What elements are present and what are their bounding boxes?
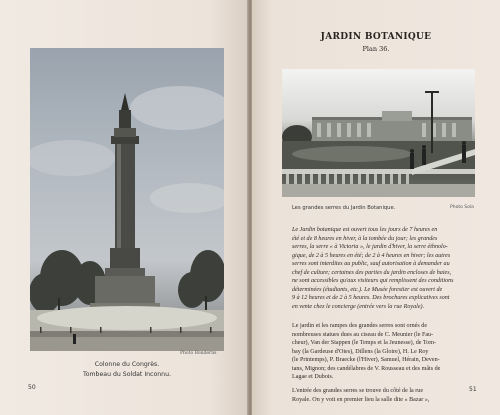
- text-line: serres sont interdites au public, sauf autorisation à demander au: [292, 261, 450, 268]
- text-line: en vente chez le concierge (entrée vers la rue Royale).: [292, 303, 425, 310]
- text-line: serres, la serre « à Victoria », le jardin d'hiver, la serre éthnolo-: [292, 244, 448, 251]
- left-page: [0, 0, 248, 415]
- text-line: gique, de 2 à 5 heures en été; de 2 à 4 heures en hiver; les autres: [292, 252, 451, 259]
- congress-column-illustration: [30, 48, 224, 351]
- opening-hours-paragraph: [282, 226, 476, 311]
- text-line: ne sont accessibles qu'aux visiteurs qui remplissent des conditions: [292, 278, 454, 285]
- text-line: L'entrée des grandes serres se trouve du côté de la rue: [292, 388, 424, 394]
- text-line: Lagae et Dubois.: [292, 374, 334, 381]
- left-caption-line1: Colonne du Congrès.: [94, 361, 160, 368]
- text-line: tans, Mignon; des candélabres de V. Rousseau et des mâts de: [292, 365, 441, 372]
- greenhouse-entrance-paragraph: [282, 387, 476, 404]
- right-page-number: 51: [469, 386, 477, 393]
- botanical-greenhouse-photo: [282, 69, 475, 197]
- text-line: Le jardin et les rampes des grandes serres sont ornés de: [292, 323, 428, 329]
- left-photo-credit: Photo Bonderns: [180, 351, 217, 356]
- text-line: Royale. On y voit en premier lieu la salle dite « Bazar »,: [292, 396, 430, 403]
- text-line: déterminées (étudiants, etc.). Le Musée forestier est ouvert de: [292, 286, 443, 293]
- statues-paragraph: [282, 322, 476, 382]
- text-line: (le Printemps), P. Braecke (l'Hiver), Samuel, Hérain, Deven-: [292, 357, 440, 364]
- right-page: [252, 0, 500, 415]
- text-line: Le Jardin botanique est ouvert tous les jours de 7 heures en: [292, 227, 438, 233]
- text-line: chef de culture; certaines des parties du jardin encloses de haies,: [292, 269, 452, 276]
- plan-reference: Plan 36.: [362, 45, 390, 53]
- left-page-number: 50: [28, 384, 36, 391]
- greenhouse-illustration: [282, 69, 475, 197]
- right-photo-caption: Les grandes serres du Jardin Botanique.: [292, 205, 396, 211]
- page-title: JARDIN BOTANIQUE: [320, 32, 432, 42]
- text-line: été et de 8 heures en hiver, à la tombée du jour; les grandes: [292, 235, 438, 242]
- left-caption-line2: Tombeau du Soldat Inconnu.: [83, 371, 171, 378]
- congress-column-photo: [30, 48, 224, 351]
- text-line: cheur), Van der Stappen (le Temps et la Jeunesse), de Tom-: [292, 340, 436, 347]
- text-line: 9 à 12 heures et de 2 à 5 heures. Des brochures explicatives sont: [292, 295, 450, 302]
- text-line: nombreuses statues dues au ciseau de C. Meunier (le Fau-: [292, 331, 434, 338]
- text-line: bay (la Gardeuse d'Oies), Dillens (la Gloire), H. Le Roy: [292, 348, 429, 355]
- right-photo-credit: Photo Sola: [450, 205, 474, 210]
